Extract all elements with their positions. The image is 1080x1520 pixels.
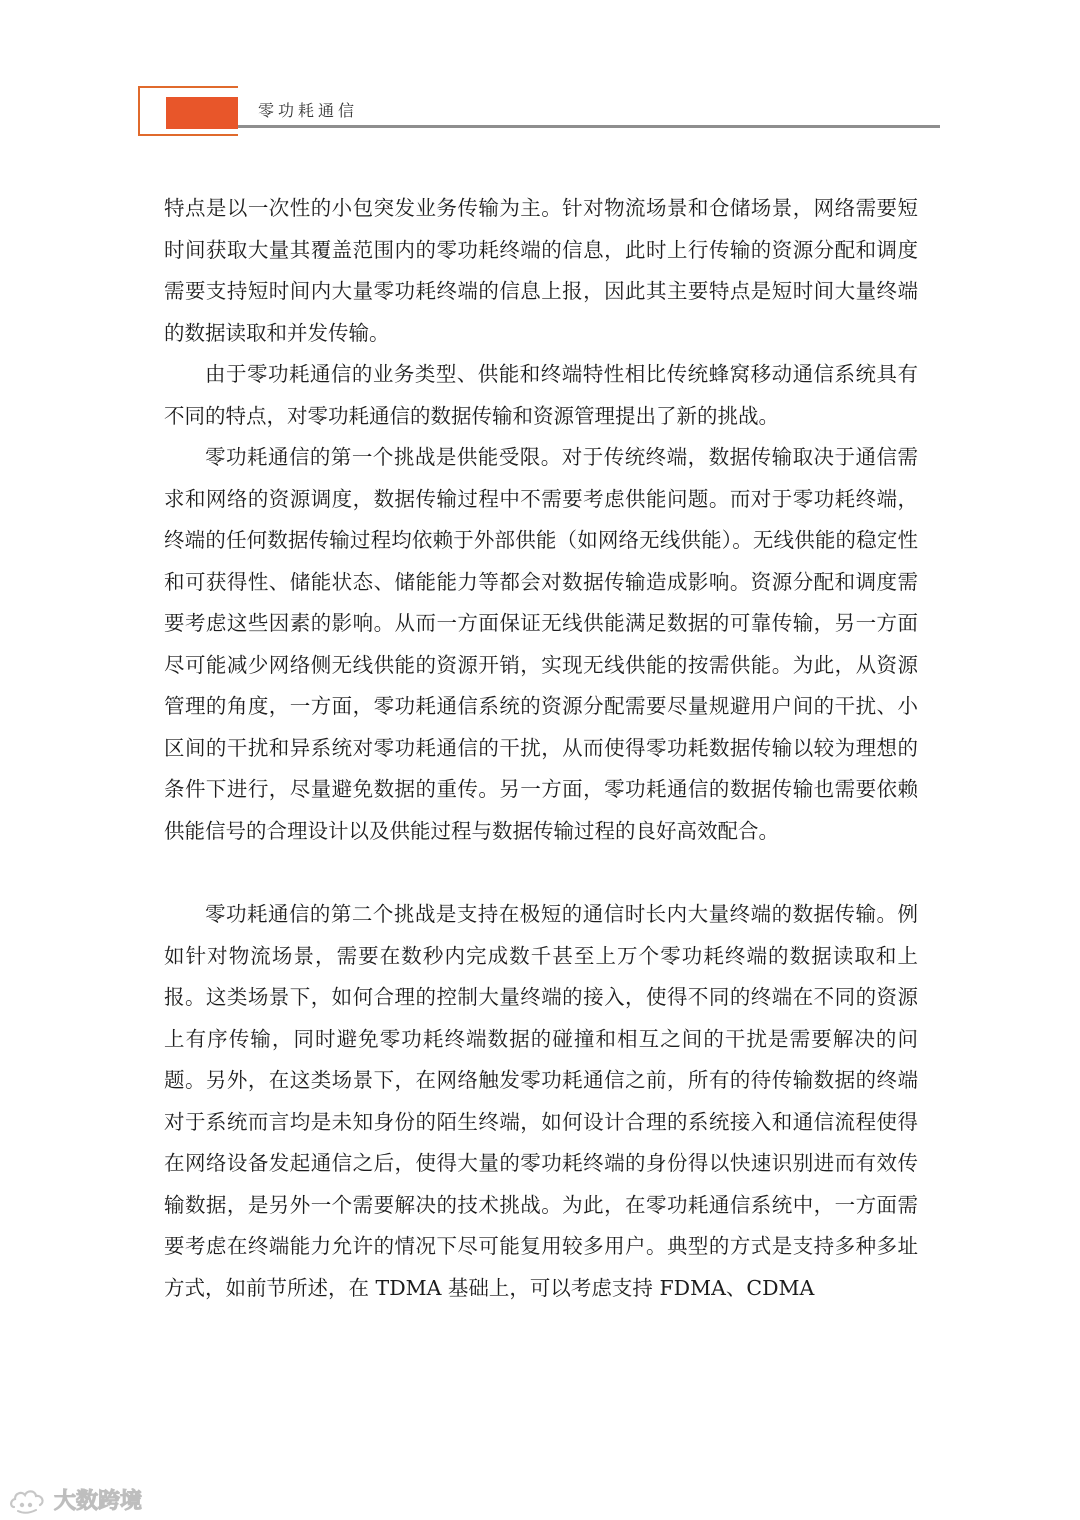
- page-body: [164, 188, 918, 1309]
- paragraph-4: 零功耗通信的第二个挑战是支持在极短的通信时长内大量终端的数据传输。例如针对物流场景，需要在数秒内完成数千甚至上万个零功耗终端的数据读取和上报。这类场景下，如何合理的控制大量终端的接入，使得不同的终端在不同的资源上有序传输，同时避免零功耗终端数据的碰撞和相互之间的干扰是需要解决的问题。另外，在这类场景下，在网络触发零功耗通信之前，所有的待传输数据的终端对于系统而言均是未知身份的陌生终端，如何设计合理的系统接入和通信流程使得在网络设备发起通信之后，使得大量的零功耗终端的身份得以快速识别进而有效传输数据，是另外一个需要解决的技术挑战。为此，在零功耗通信系统中，一方面需要考虑在终端能力允许的情况下尽可能复用较多用户。典型的方式是支持多种多址方式，如前节所述，在 TDMA 基础上，可以考虑支持 FDMA、CDMA: [164, 902, 918, 1300]
- header-rule: [238, 125, 940, 128]
- cloud-logo-icon: [8, 1485, 48, 1515]
- header-accent-block: [166, 97, 238, 129]
- paragraph-1: 特点是以一次性的小包突发业务传输为主。针对物流场景和仓储场景，网络需要短时间获取大量其覆盖范围内的零功耗终端的信息，此时上行传输的资源分配和调度需要支持短时间内大量零功耗终端的信息上报，因此其主要特点是短时间大量终端的数据读取和并发传输。: [164, 196, 918, 345]
- running-header-title: 零功耗通信: [258, 101, 359, 120]
- watermark: [8, 1484, 142, 1515]
- paragraph-3: 零功耗通信的第一个挑战是供能受限。对于传统终端，数据传输取决于通信需求和网络的资源调度，数据传输过程中不需要考虑供能问题。而对于零功耗终端，终端的任何数据传输过程均依赖于外部供能（如网络无线供能）。无线供能的稳定性和可获得性、储能状态、储能能力等都会对数据传输造成影响。资源分配和调度需要考虑这些因素的影响。从而一方面保证无线供能满足数据的可靠传输，另一方面尽可能减少网络侧无线供能的资源开销，实现无线供能的按需供能。为此，从资源管理的角度，一方面，零功耗通信系统的资源分配需要尽量规避用户间的干扰、小区间的干扰和异系统对零功耗通信的干扰，从而使得零功耗数据传输以较为理想的条件下进行，尽量避免数据的重传。另一方面，零功耗通信的数据传输也需要依赖供能信号的合理设计以及供能过程与数据传输过程的良好高效配合。: [164, 445, 918, 843]
- paragraph-gap: [164, 852, 918, 894]
- paragraph-2: 由于零功耗通信的业务类型、供能和终端特性相比传统蜂窝移动通信系统具有不同的特点，对零功耗通信的数据传输和资源管理提出了新的挑战。: [164, 362, 918, 428]
- watermark-text: 大数跨境: [54, 1489, 143, 1514]
